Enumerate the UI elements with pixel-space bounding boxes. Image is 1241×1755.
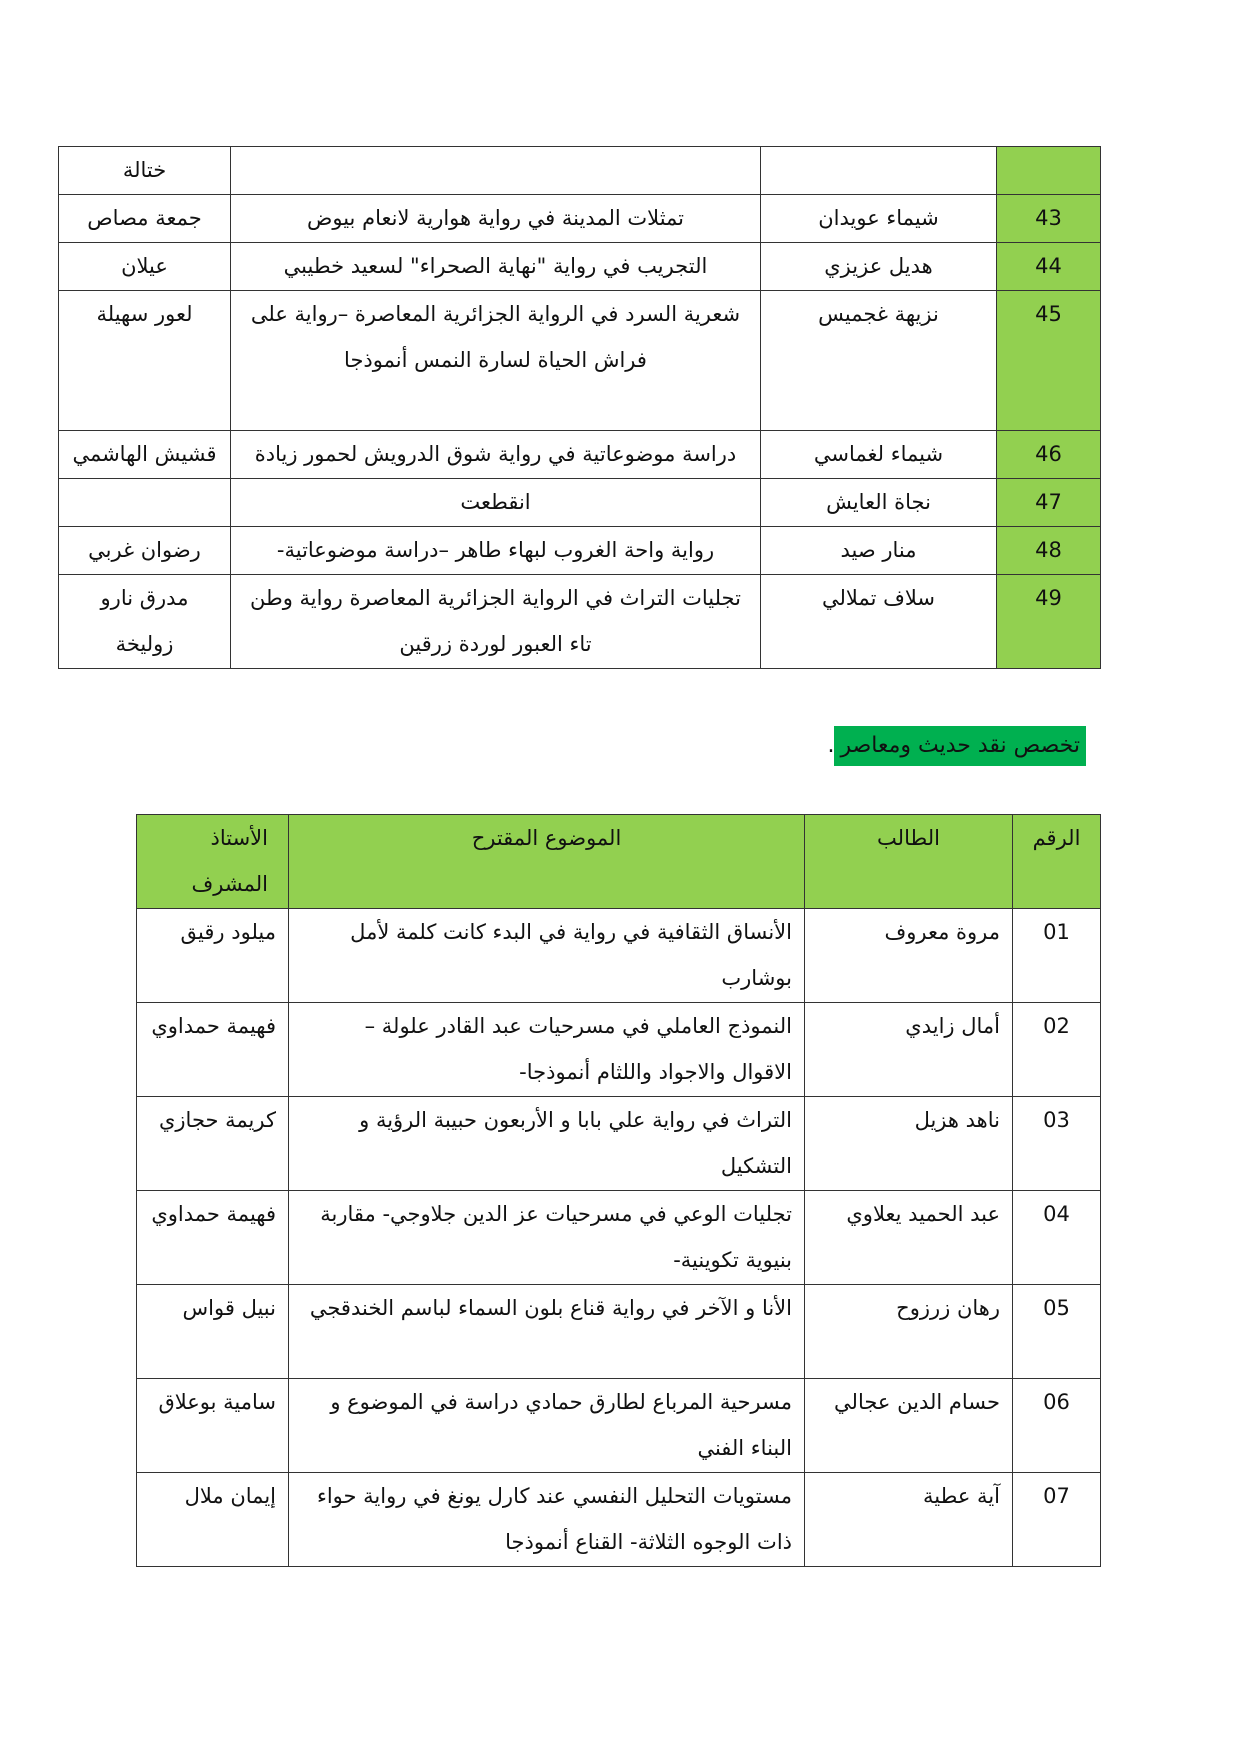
- table-row: [59, 479, 1101, 527]
- row-number: 07: [1013, 1473, 1101, 1567]
- table-row: [137, 909, 1101, 1003]
- topic: تجليات التراث في الرواية الجزائرية المعاصرة رواية وطن تاء العبور لوردة زرقين: [231, 575, 761, 669]
- student-name: مروة معروف: [805, 909, 1013, 1003]
- row-number: [997, 147, 1101, 195]
- header-topic: الموضوع المقترح: [289, 815, 805, 909]
- supervisor-name: إيمان ملال: [137, 1473, 289, 1567]
- table-row: [59, 431, 1101, 479]
- supervisor-name: جمعة مصاص: [59, 195, 231, 243]
- topic: انقطعت: [231, 479, 761, 527]
- topic: تجليات الوعي في مسرحيات عز الدين جلاوجي- مقاربة بنيوية تكوينية-: [289, 1191, 805, 1285]
- row-number: 44: [997, 243, 1101, 291]
- topic: التجريب في رواية "نهاية الصحراء" لسعيد خطيبي: [231, 243, 761, 291]
- row-number: 05: [1013, 1285, 1101, 1379]
- supervisor-name: فهيمة حمداوي: [137, 1003, 289, 1097]
- topic: الأنا و الآخر في رواية قناع بلون السماء لباسم الخندقجي: [289, 1285, 805, 1379]
- row-number: 01: [1013, 909, 1101, 1003]
- table-continued: [58, 146, 1101, 669]
- topic: [231, 147, 761, 195]
- topic: رواية واحة الغروب لبهاء طاهر –دراسة موضوعاتية-: [231, 527, 761, 575]
- supervisor-name: عيلان: [59, 243, 231, 291]
- topic: التراث في رواية علي بابا و الأربعون حبيبة الرؤية و التشكيل: [289, 1097, 805, 1191]
- supervisor-name: [59, 479, 231, 527]
- row-number: 47: [997, 479, 1101, 527]
- student-name: [761, 147, 997, 195]
- student-name: سلاف تملالي: [761, 575, 997, 669]
- section-heading: [827, 726, 1086, 766]
- row-number: 06: [1013, 1379, 1101, 1473]
- header-supervisor: الأستاذ المشرف: [137, 815, 289, 909]
- row-number: 46: [997, 431, 1101, 479]
- row-number: 49: [997, 575, 1101, 669]
- table-row: [59, 575, 1101, 669]
- header-number: الرقم: [1013, 815, 1101, 909]
- table-row: [137, 1097, 1101, 1191]
- table-header-row: [137, 815, 1101, 909]
- topic: شعرية السرد في الرواية الجزائرية المعاصرة –رواية على فراش الحياة لسارة النمس أنموذجا: [231, 291, 761, 431]
- table-row: [59, 147, 1101, 195]
- student-name: عبد الحميد يعلاوي: [805, 1191, 1013, 1285]
- supervisor-name: لعور سهيلة: [59, 291, 231, 431]
- student-name: منار صيد: [761, 527, 997, 575]
- topic: مسرحية المرباع لطارق حمادي دراسة في الموضوع و البناء الفني: [289, 1379, 805, 1473]
- supervisor-name: رضوان غربي: [59, 527, 231, 575]
- topic: النموذج العاملي في مسرحيات عبد القادر علولة – الاقوال والاجواد واللثام أنموذجا-: [289, 1003, 805, 1097]
- header-student: الطالب: [805, 815, 1013, 909]
- supervisor-name: كريمة حجازي: [137, 1097, 289, 1191]
- topic: مستويات التحليل النفسي عند كارل يونغ في رواية حواء ذات الوجوه الثلاثة- القناع أنموذجا: [289, 1473, 805, 1567]
- student-name: شيماء عويدان: [761, 195, 997, 243]
- topic: الأنساق الثقافية في رواية في البدء كانت كلمة لأمل بوشارب: [289, 909, 805, 1003]
- supervisor-name: سامية بوعلاق: [137, 1379, 289, 1473]
- student-name: حسام الدين عجالي: [805, 1379, 1013, 1473]
- row-number: 48: [997, 527, 1101, 575]
- table-row: [59, 291, 1101, 431]
- supervisor-name: قشيش الهاشمي: [59, 431, 231, 479]
- table-row: [59, 243, 1101, 291]
- row-number: 02: [1013, 1003, 1101, 1097]
- table-row: [137, 1379, 1101, 1473]
- supervisor-name: فهيمة حمداوي: [137, 1191, 289, 1285]
- student-name: آية عطية: [805, 1473, 1013, 1567]
- student-name: أمال زايدي: [805, 1003, 1013, 1097]
- student-name: نزيهة غجميس: [761, 291, 997, 431]
- supervisor-name: نبيل قواس: [137, 1285, 289, 1379]
- student-name: نجاة العايش: [761, 479, 997, 527]
- section-heading-label: تخصص نقد حديث ومعاصر: [834, 726, 1086, 766]
- row-number: 04: [1013, 1191, 1101, 1285]
- student-name: شيماء لغماسي: [761, 431, 997, 479]
- supervisor-name: مدرق نارو زوليخة: [59, 575, 231, 669]
- specialization-table: [136, 814, 1101, 1567]
- student-name: هديل عزيزي: [761, 243, 997, 291]
- row-number: 43: [997, 195, 1101, 243]
- supervisor-name: ميلود رقيق: [137, 909, 289, 1003]
- table-row: [59, 527, 1101, 575]
- table-row: [59, 195, 1101, 243]
- supervisor-name: ختالة: [59, 147, 231, 195]
- table-row: [137, 1003, 1101, 1097]
- table-row: [137, 1191, 1101, 1285]
- topic: دراسة موضوعاتية في رواية شوق الدرويش لحمور زيادة: [231, 431, 761, 479]
- table-row: [137, 1285, 1101, 1379]
- section-heading-trail: .: [827, 733, 835, 758]
- student-name: ناهد هزيل: [805, 1097, 1013, 1191]
- row-number: 45: [997, 291, 1101, 431]
- topic: تمثلات المدينة في رواية هوارية لانعام بيوض: [231, 195, 761, 243]
- table-row: [137, 1473, 1101, 1567]
- student-name: رهان زرزوح: [805, 1285, 1013, 1379]
- row-number: 03: [1013, 1097, 1101, 1191]
